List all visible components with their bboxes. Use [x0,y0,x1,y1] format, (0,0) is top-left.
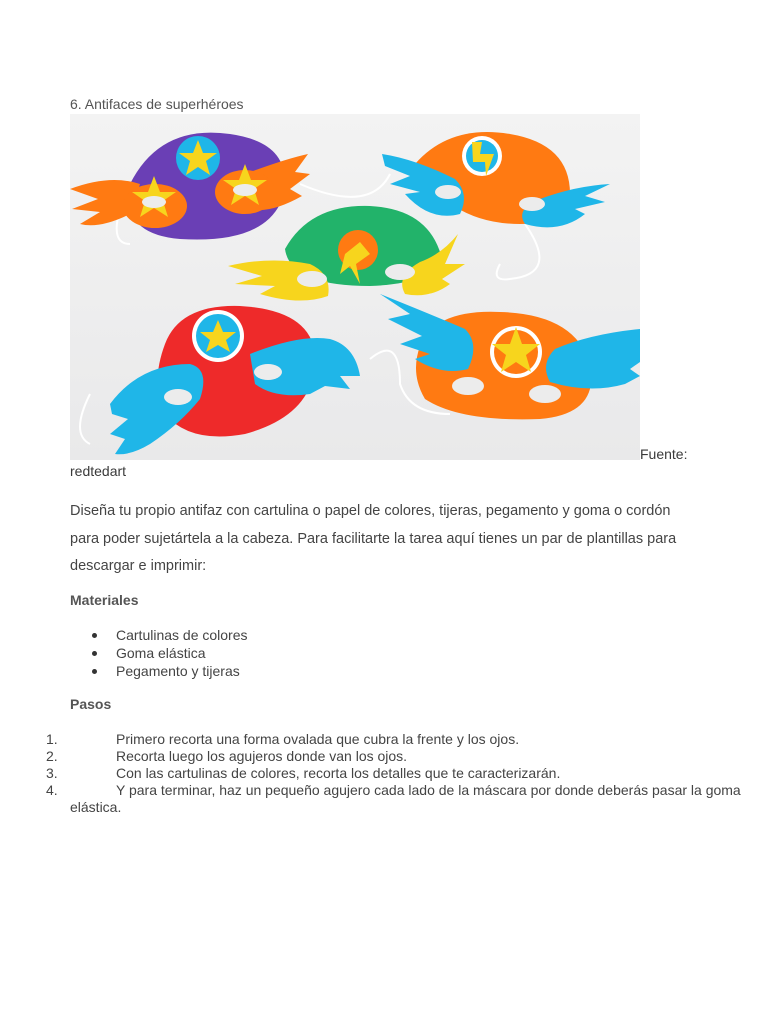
step-item [0,748,768,765]
bullet-icon [92,651,97,656]
step-item [0,765,768,782]
section-heading: 6. Antifaces de superhéroes [70,96,244,112]
list-item [70,644,248,662]
materials-list [70,626,248,680]
step-number: 1. [46,731,58,747]
bullet-icon [92,669,97,674]
step-text: Recorta luego los agujeros donde van los ojos. [116,748,408,764]
list-item [70,662,248,680]
list-item [70,626,248,644]
steps-title: Pasos [70,696,112,712]
step-number: 4. [46,782,58,798]
step-text: Y para terminar, haz un pequeño agujero cada lado de la máscara por donde deberás pasar la goma elástica. [70,782,741,815]
image-source-name: redtedart [70,463,127,479]
step-number: 2. [46,748,58,764]
intro-paragraph: Diseña tu propio antifaz con cartulina o papel de colores, tijeras, pegamento y goma o cordón para poder sujetártela a la cabeza. Para facilitarte la tarea aquí tienes un par de plantillas para descargar e imprimir: [70,503,677,574]
materials-title: Materiales [70,592,139,608]
material-label: Cartulinas de colores [116,627,248,643]
step-text: Primero recorta una forma ovalada que cubra la frente y los ojos. [116,731,520,747]
masks-photo [70,114,640,460]
material-label: Pegamento y tijeras [116,663,240,679]
bullet-icon [92,633,97,638]
material-label: Goma elástica [116,645,206,661]
step-item [0,731,768,748]
steps-list [0,731,768,816]
step-number: 3. [46,765,58,781]
step-item [0,782,768,816]
image-source-label: Fuente: [640,446,688,462]
step-text: Con las cartulinas de colores, recorta los detalles que te caracterizarán. [116,765,561,781]
